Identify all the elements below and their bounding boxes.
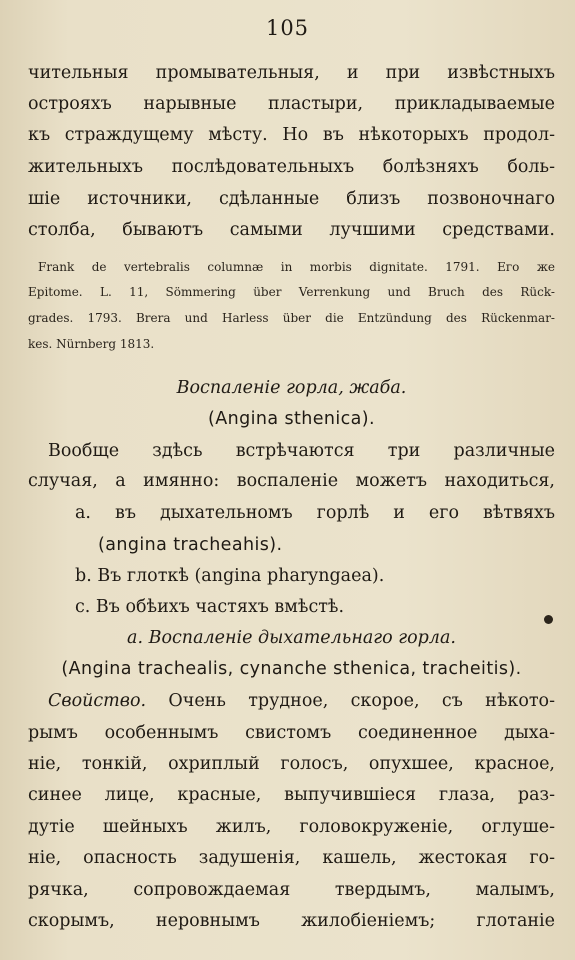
description-lead: Свойство. [48, 691, 147, 711]
section-latin-title: (Angina sthenica). [208, 409, 375, 429]
subsection-latin-title: (Angina trachealis, cynanche sthenica, tracheitis). [61, 659, 522, 679]
description-line: дутіе шейныхъ жилъ, головокруженіе, оглуше- [28, 817, 555, 837]
intro-line: случая, а имянно: воспаленіе можетъ находиться, [28, 471, 555, 491]
case-item-a: a. въ дыхательномъ горлѣ и его вѣтвяхъ [75, 503, 555, 523]
paragraph-line: жительныхъ послѣдовательныхъ болѣзняхъ боль- [28, 157, 555, 177]
paragraph-line: шіе источники, сдѣланные близъ позвоночнаго [28, 189, 555, 209]
reference-line: Frank de vertebralis columnæ in morbis dignitate. 1791. Его же [38, 260, 555, 274]
case-item-c: c. Въ обѣихъ частяхъ вмѣстѣ. [75, 597, 345, 617]
section-title: Воспаленіе горла, жаба. [176, 378, 407, 398]
paragraph-line: чительныя промывательныя, и при извѣстныхъ [28, 63, 555, 83]
page-number: 105 [265, 16, 310, 40]
reference-line: grades. 1793. Brera und Harless über die Entzündung des Rückenmar- [28, 311, 555, 325]
description-line: рячка, сопровождаемая твердымъ, малымъ, [28, 880, 555, 900]
paragraph-line: къ страждущему мѣсту. Но въ нѣкоторыхъ продол- [28, 125, 555, 145]
case-item-a-latin: (angina tracheahis). [98, 535, 283, 555]
description-line: ніе, опасность задушенія, кашель, жестокая го- [28, 848, 555, 868]
description-line: скорымъ, неровнымъ жилобіеніемъ; глотаніе [28, 911, 555, 931]
reference-line: kes. Nürnberg 1813. [28, 337, 155, 351]
reference-line: Epitome. L. 11, Sömmering über Verrenkung und Bruch des Rück- [28, 285, 555, 299]
subsection-title: a. Воспаленіе дыхательнаго горла. [127, 628, 456, 648]
intro-line: Вообще здѣсь встрѣчаются три различные [48, 441, 555, 461]
description-first-rest: Очень трудное, скорое, съ нѣкото- [146, 691, 555, 711]
case-item-b: b. Въ глоткѣ (angina pharyngaea). [75, 566, 385, 586]
paragraph-line: острояхъ нарывные пластыри, прикладываемые [28, 94, 555, 114]
description-line [48, 686, 555, 716]
description-line: синее лице, красные, выпучившіеся глаза, раз- [28, 785, 555, 805]
description-line: ніе, тонкій, охриплый голосъ, опухшее, красное, [28, 754, 555, 774]
description-line: рымъ особеннымъ свистомъ соединенное дыха- [28, 723, 555, 743]
paragraph-line: столба, бываютъ самыми лучшими средствами. [28, 220, 555, 240]
